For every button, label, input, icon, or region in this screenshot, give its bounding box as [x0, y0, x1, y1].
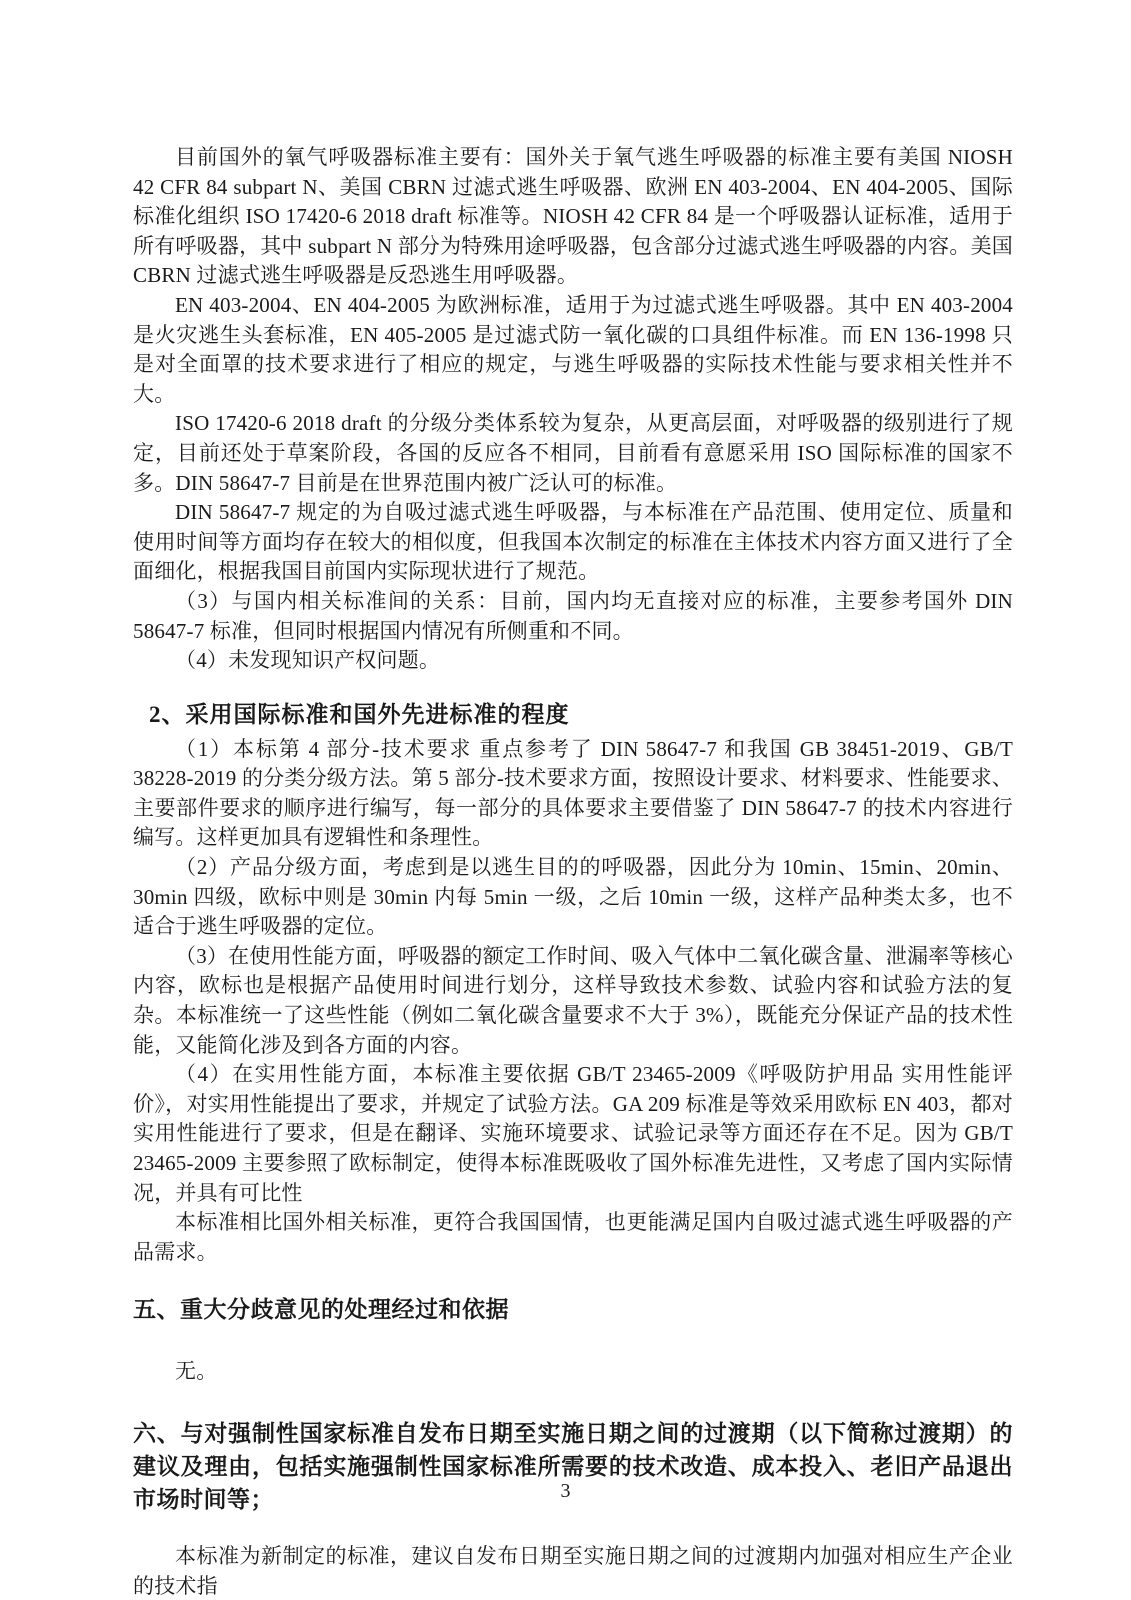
paragraph-adoption-3: （3）在使用性能方面，呼吸器的额定工作时间、吸入气体中二氧化碳含量、泄漏率等核心内容，欧标也是根据产品使用时间进行划分，这样导致技术参数、试验内容和试验方法的复杂。本标准统一了这些性能（例如二氧化碳含量要求不大于 3%），既能充分保证产品的技术性能，又能简化涉及到各方面的内容。 — [133, 943, 1013, 1057]
paragraph-foreign-standards-overview: 目前国外的氧气呼吸器标准主要有：国外关于氧气逃生呼吸器的标准主要有美国 NIOSH 42 CFR 84 subpart N、美国 CBRN 过滤式逃生呼吸器、欧洲 EN 403-2004、EN 404-2005、国际标准化组织 ISO 17420-6 2018 draft 标准等。NIOSH 42 CFR 84 是一个呼吸器认证标准，适用于所有呼吸器，其中 subpart N 部分为特殊用途呼吸器，包含部分过滤式逃生呼吸器的内容。美国 CBRN 过滤式逃生呼吸器是反恐逃生用呼吸器。 — [133, 145, 1013, 288]
heading-section-5-disputes: 五、重大分歧意见的处理经过和依据 — [133, 1296, 509, 1323]
paragraph-adoption-4: （4）在实用性能方面，本标准主要依据 GB/T 23465-2009《呼吸防护用品 实用性能评价》，对实用性能提出了要求，并规定了试验方法。GA 209 标准是等效采用欧标 EN 403，都对实用性能进行了要求，但是在翻译、实施环境要求、试验记录等方面还存在不足。因为 GB/T 23465-2009 主要参照了欧标制定，使得本标准既吸收了国外标准先进性，又考虑了国内实际情况，并具有可比性 — [133, 1062, 1013, 1205]
paragraph-din-standard: DIN 58647-7 规定的为自吸过滤式逃生呼吸器，与本标准在产品范围、使用定位、质量和使用时间等方面均存在较大的相似度，但我国本次制定的标准在主体技术内容方面又进行了全面细化，根据我国目前国内实际现状进行了规范。 — [133, 500, 1013, 584]
paragraph-en-standards: EN 403-2004、EN 404-2005 为欧洲标准，适用于为过滤式逃生呼吸器。其中 EN 403-2004 是火灾逃生头套标准，EN 405-2005 是过滤式防一氧化碳的口具组件标准。而 EN 136-1998 只是对全面罩的技术要求进行了相应的规定，与逃生呼吸器的实际技术性能与要求相关性并不大。 — [133, 292, 1013, 406]
paragraph-conclusion: 本标准相比国外相关标准，更符合我国国情，也更能满足国内自吸过滤式逃生呼吸器的产品需求。 — [133, 1210, 1013, 1264]
paragraph-iso-draft: ISO 17420-6 2018 draft 的分级分类体系较为复杂，从更高层面，对呼吸器的级别进行了规定，目前还处于草案阶段，各国的反应各不相同，目前看有意愿采用 ISO 国际标准的国家不多。DIN 58647-7 目前是在世界范围内被广泛认可的标准。 — [133, 411, 1013, 495]
paragraph-adoption-2: （2）产品分级方面，考虑到是以逃生目的的呼吸器，因此分为 10min、15min、20min、30min 四级，欧标中则是 30min 内每 5min 一级，之后 10min 一级，这样产品种类太多，也不适合于逃生呼吸器的定位。 — [133, 855, 1013, 939]
paragraph-transition-recommendation: 本标准为新制定的标准，建议自发布日期至实施日期之间的过渡期内加强对相应生产企业的技术指 — [133, 1543, 1013, 1598]
paragraph-none: 无。 — [175, 1359, 218, 1384]
paragraph-adoption-1: （1）本标第 4 部分-技术要求 重点参考了 DIN 58647-7 和我国 GB 38451-2019、GB/T 38228-2019 的分类分级方法。第 5 部分-技术要求方面，按照设计要求、材料要求、性能要求、主要部件要求的顺序进行编写，每一部分的具体要求主要借鉴了 DIN 58647-7 的技术内容进行编写。这样更加具有逻辑性和条理性。 — [133, 736, 1013, 850]
heading-adoption-of-international-standards: 2、采用国际标准和国外先进标准的程度 — [149, 701, 570, 727]
paragraph-item4-ip: （4）未发现知识产权问题。 — [175, 648, 441, 673]
page-number: 3 — [560, 1480, 571, 1502]
paragraph-item3-domestic-relation: （3）与国内相关标准间的关系：目前，国内均无直接对应的标准，主要参考国外 DIN 58647-7 标准，但同时根据国内情况有所侧重和不同。 — [133, 588, 1013, 643]
heading-section-6-transition-period: 六、与对强制性国家标准自发布日期至实施日期之间的过渡期（以下简称过渡期）的建议及理由，包括实施强制性国家标准所需要的技术改造、成本投入、老旧产品退出市场时间等； — [133, 1419, 1013, 1512]
